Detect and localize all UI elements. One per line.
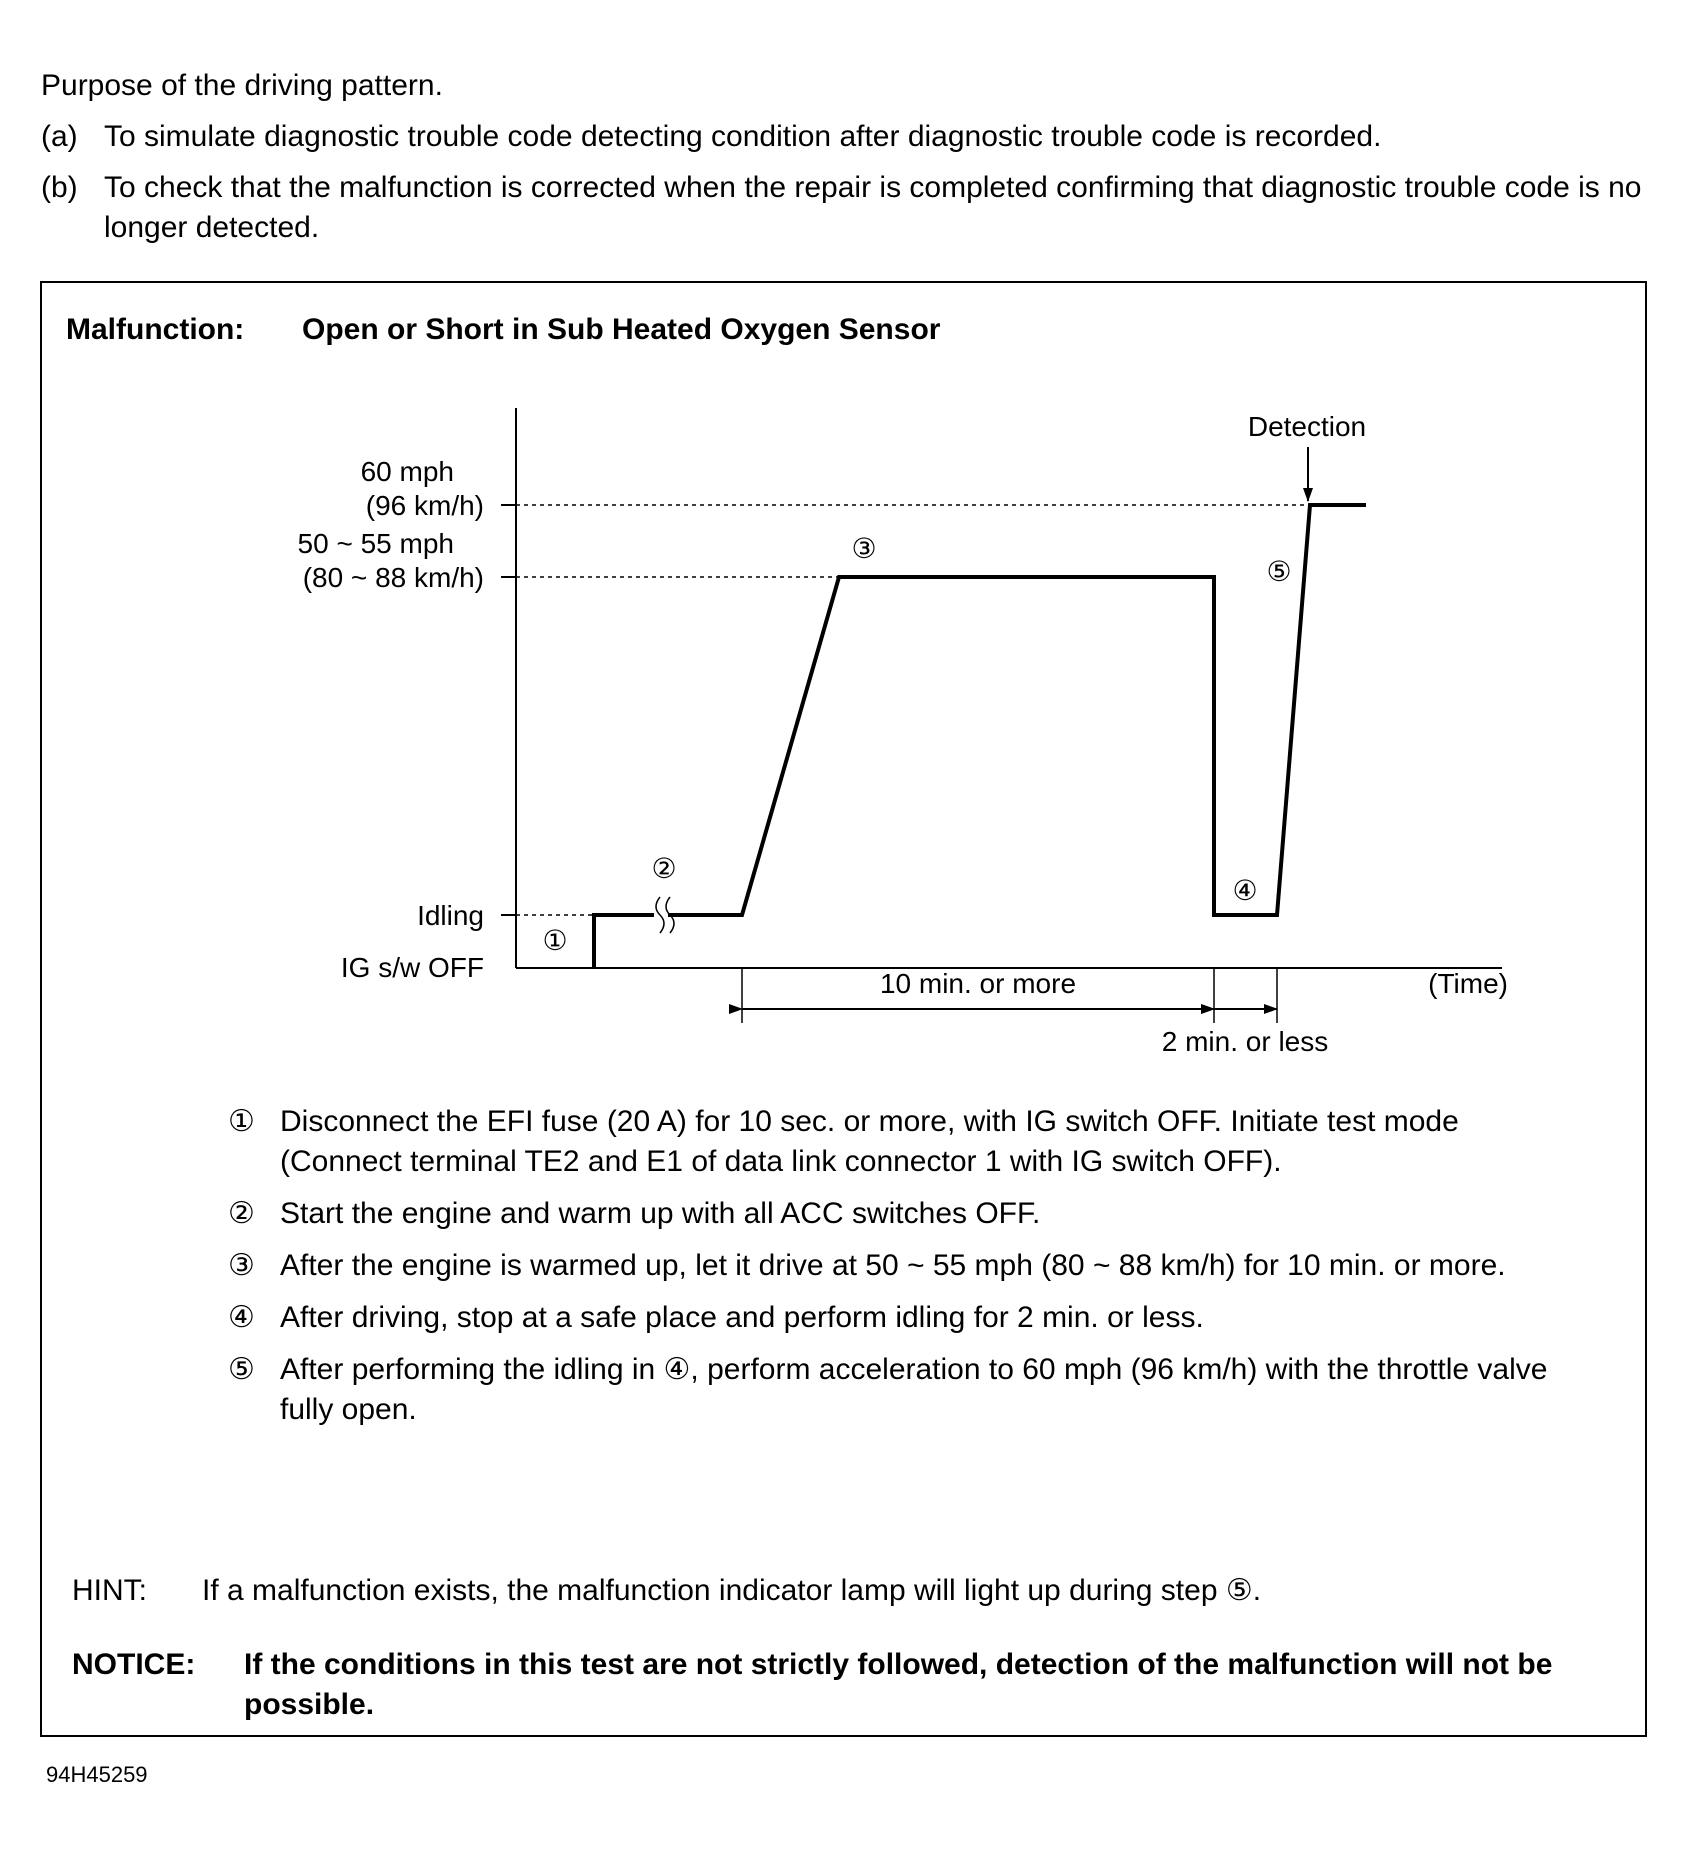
step-text: After performing the idling in ④, perform acceleration to 60 mph (96 km/h) with the throttle valve fully open. — [280, 1353, 1548, 1426]
driving-pattern-chart — [42, 283, 1649, 1083]
chart-marker-1: ① — [542, 925, 568, 956]
step-item-1 — [228, 1102, 1588, 1182]
step-item-2 — [228, 1194, 1588, 1234]
step-text: Start the engine and warm up with all ACC switches OFF. — [280, 1197, 1041, 1230]
intro-section — [41, 66, 1661, 259]
step-item-4 — [228, 1298, 1588, 1338]
chart-marker-3: ③ — [851, 533, 877, 564]
y-label-idle: Idling — [417, 900, 484, 931]
step-text: After the engine is warmed up, let it drive at 50 ~ 55 mph (80 ~ 88 km/h) for 10 min. or more. — [280, 1249, 1506, 1282]
duration-cruise-label: 10 min. or more — [879, 968, 1077, 999]
chart-marker-2: ② — [651, 853, 677, 884]
step-number: ⑤ — [228, 1353, 255, 1386]
y-label-cruise-kmh: (80 ~ 88 km/h) — [302, 562, 484, 593]
notice-text: If the conditions in this test are not strictly followed, detection of the malfunction will not be possible. — [244, 1648, 1553, 1721]
detection-label: Detection — [1247, 411, 1367, 442]
notice-label: NOTICE: — [72, 1648, 196, 1681]
y-label-cruise-mph: 50 ~ 55 mph — [297, 528, 454, 559]
step-number: ① — [228, 1105, 255, 1138]
hint-label: HINT: — [72, 1574, 147, 1607]
y-label-top-kmh: (96 km/h) — [365, 490, 484, 521]
step-item-5 — [228, 1350, 1588, 1430]
intro-title: Purpose of the driving pattern. — [41, 69, 443, 102]
intro-item-label: (b) — [41, 171, 78, 204]
intro-item-b — [41, 168, 1661, 248]
step-number: ② — [228, 1197, 255, 1230]
intro-item-label: (a) — [41, 120, 78, 153]
chart-marker-5: ⑤ — [1266, 556, 1292, 587]
figure-id: 94H45259 — [46, 1762, 148, 1787]
duration-idle-label: 2 min. or less — [1161, 1026, 1329, 1057]
intro-item-a — [41, 117, 1661, 157]
x-axis-label: (Time) — [1428, 968, 1508, 999]
intro-item-text: To check that the malfunction is corrected when the repair is completed confirming that diagnostic trouble code is no longer detected. — [104, 171, 1642, 244]
chart-marker-4: ④ — [1232, 875, 1258, 906]
hint-note — [72, 1571, 1632, 1611]
step-number: ④ — [228, 1301, 255, 1334]
step-item-3 — [228, 1246, 1588, 1286]
notice-note — [72, 1645, 1632, 1725]
malfunction-label: Malfunction: — [66, 313, 245, 346]
malfunction-text: Open or Short in Sub Heated Oxygen Sensor — [302, 313, 941, 346]
hint-text: If a malfunction exists, the malfunction indicator lamp will light up during step ⑤. — [202, 1574, 1262, 1607]
step-number: ③ — [228, 1249, 255, 1282]
step-list — [228, 1102, 1588, 1442]
driving-pattern-box — [40, 281, 1647, 1737]
y-label-top-mph: 60 mph — [360, 456, 454, 487]
intro-item-text: To simulate diagnostic trouble code detecting condition after diagnostic trouble code is recorded. — [104, 120, 1382, 153]
step-text: After driving, stop at a safe place and perform idling for 2 min. or less. — [280, 1301, 1204, 1334]
step-text: Disconnect the EFI fuse (20 A) for 10 sec. or more, with IG switch OFF. Initiate test mode (Connect terminal TE2 and E1 of data link connector 1 with IG switch OFF). — [280, 1105, 1459, 1178]
y-label-off: IG s/w OFF — [340, 952, 484, 983]
